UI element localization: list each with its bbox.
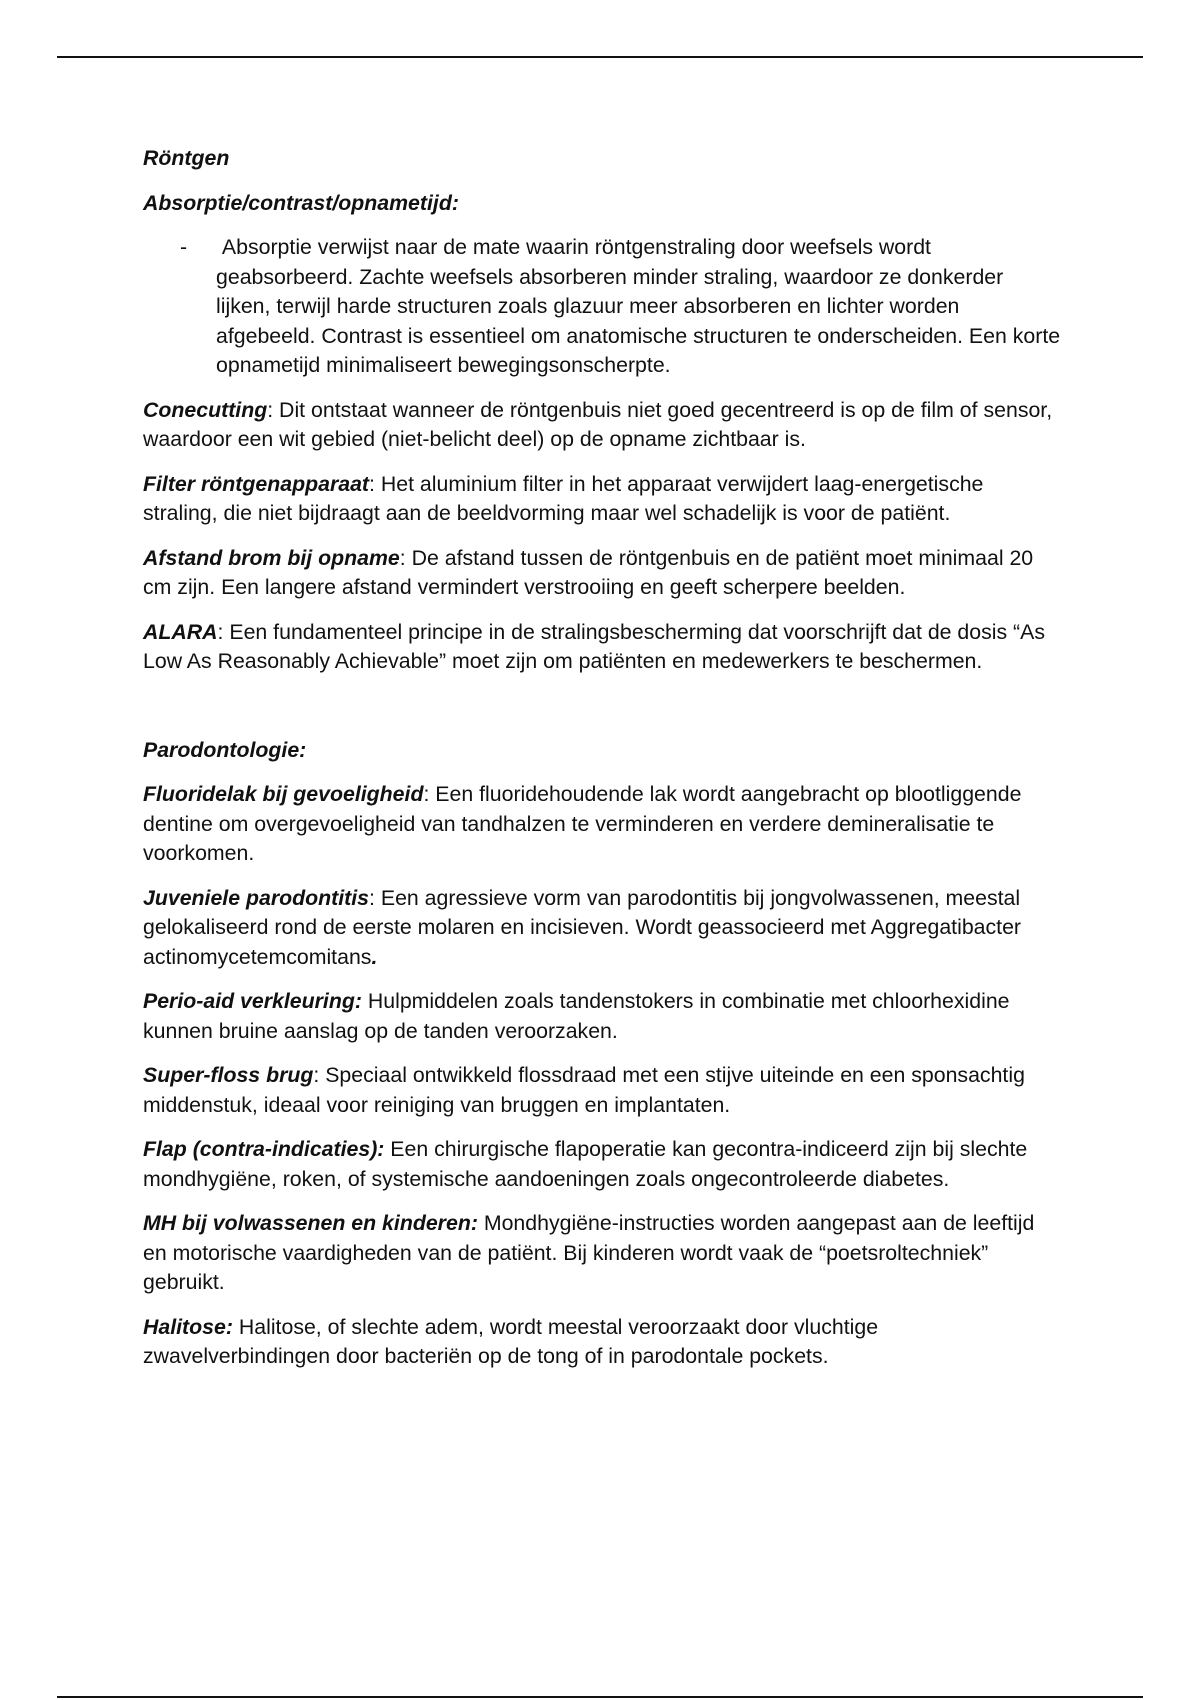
section-heading-parodontologie: Parodontologie:: [143, 737, 307, 762]
term-separator: :: [313, 1063, 320, 1087]
entry-flap: [143, 1135, 1063, 1194]
term-label: Halitose:: [143, 1314, 233, 1339]
term-label: Fluoridelak bij gevoeligheid: [143, 782, 424, 806]
section-spacer: [143, 692, 1063, 736]
term-separator: :: [369, 471, 375, 496]
footer-rule: [57, 1696, 1143, 1698]
entry-filter-rontgenapparaat: [143, 470, 1063, 529]
term-label: ALARA: [143, 619, 218, 644]
term-separator: :: [217, 619, 224, 644]
term-label: Super-floss brug: [143, 1063, 314, 1087]
term-label: Filter röntgenapparaat: [143, 471, 370, 496]
bullet-dash: -: [180, 235, 188, 259]
subheading-absorptie: Absorptie/contrast/opnametijd:: [143, 190, 459, 215]
entry-text: Speciaal ontwikkeld flossdraad met een stijve uiteinde en een sponsachtig middenstuk, ideaal voor reiniging van bruggen en implantaten.: [143, 1063, 1025, 1117]
term-label: MH bij volwassenen en kinderen:: [143, 1211, 478, 1235]
entry-text: Het aluminium filter in het apparaat verwijdert laag-energetische straling, die niet bijdraagt aan de beeldvorming maar wel schadelijk is voor de patiënt.: [143, 471, 984, 525]
entry-text: Halitose, of slechte adem, wordt meestal veroorzaakt door vluchtige zwavelverbindingen door bacteriën op de tong of in parodontale pockets.: [143, 1314, 879, 1368]
entry-fluoridelak: [143, 780, 1063, 869]
term-label: Juveniele parodontitis: [143, 885, 370, 910]
entry-tail: .: [371, 944, 378, 969]
term-separator: :: [399, 545, 406, 570]
section-heading-rontgen: Röntgen: [143, 146, 230, 170]
entry-perio-aid: [143, 987, 1063, 1046]
entry-mh-volwassenen-kinderen: [143, 1209, 1063, 1298]
entry-text: Mondhygiëne-instructies worden aangepast aan de leeftijd en motorische vaardigheden van de patiënt. Bij kinderen wordt vaak de “poetsroltechniek” gebruikt.: [143, 1211, 1035, 1294]
entry-text: Een fluoridehoudende lak wordt aangebracht op blootliggende dentine om overgevoeligheid van tandhalzen te verminderen en verdere demineralisatie te voorkomen.: [143, 782, 1022, 865]
entry-conecutting: [143, 396, 1063, 455]
entry-super-floss: [143, 1061, 1063, 1120]
entry-text: Een fundamenteel principe in de stralingsbescherming dat voorschrijft dat de dosis “As Low As Reasonably Achievable” moet zijn om patiënten en medewerkers te beschermen.: [143, 619, 1046, 673]
document-body: [143, 144, 1066, 1387]
term-separator: :: [267, 397, 274, 422]
entry-afstand-brom: [143, 544, 1063, 603]
entry-text: Hulpmiddelen zoals tandenstokers in combinatie met chloorhexidine kunnen bruine aanslag op de tanden veroorzaken.: [143, 989, 1010, 1043]
entry-text: Een agressieve vorm van parodontitis bij jongvolwassenen, meestal gelokaliseerd rond de eerste molaren en incisieven. Wordt geassocieerd met Aggregatibacter actinomycetemcomitans: [143, 885, 1022, 969]
bullet-text: Absorptie verwijst naar de mate waarin röntgenstraling door weefsels wordt geabsorbeerd. Zachte weefsels absorberen minder straling, waardoor ze donkerder lijken, terwijl harde structuren zoals glazuur meer absorberen en lichter worden afgebeeld. Contrast is essentieel om anatomische structuren te onderscheiden. Een korte opnametijd minimaliseert bewegingsonscherpte.: [216, 235, 1066, 377]
list-item: [143, 233, 1066, 381]
bullet-list: [143, 233, 1066, 381]
term-label: Flap (contra-indicaties):: [143, 1137, 385, 1161]
entry-text: Een chirurgische flapoperatie kan gecontra-indiceerd zijn bij slechte mondhygiëne, roken, of systemische aandoeningen zoals ongecontroleerde diabetes.: [143, 1137, 1028, 1191]
term-label: Perio-aid verkleuring:: [143, 989, 362, 1013]
header-rule: [57, 56, 1143, 58]
term-label: Afstand brom bij opname: [143, 545, 400, 570]
entry-text: De afstand tussen de röntgenbuis en de patiënt moet minimaal 20 cm zijn. Een langere afstand vermindert verstrooiing en geeft scherpere beelden.: [143, 545, 1034, 599]
entry-alara: [143, 618, 1063, 677]
entry-halitose: [143, 1313, 1063, 1372]
entry-juveniele-parodontitis: [143, 884, 1063, 973]
term-label: Conecutting: [143, 397, 268, 422]
entry-text: Dit ontstaat wanneer de röntgenbuis niet goed gecentreerd is op de film of sensor, waardoor een wit gebied (niet-belicht deel) op de opname zichtbaar is.: [143, 397, 1053, 451]
term-separator: :: [423, 782, 430, 806]
term-separator: :: [369, 885, 375, 910]
